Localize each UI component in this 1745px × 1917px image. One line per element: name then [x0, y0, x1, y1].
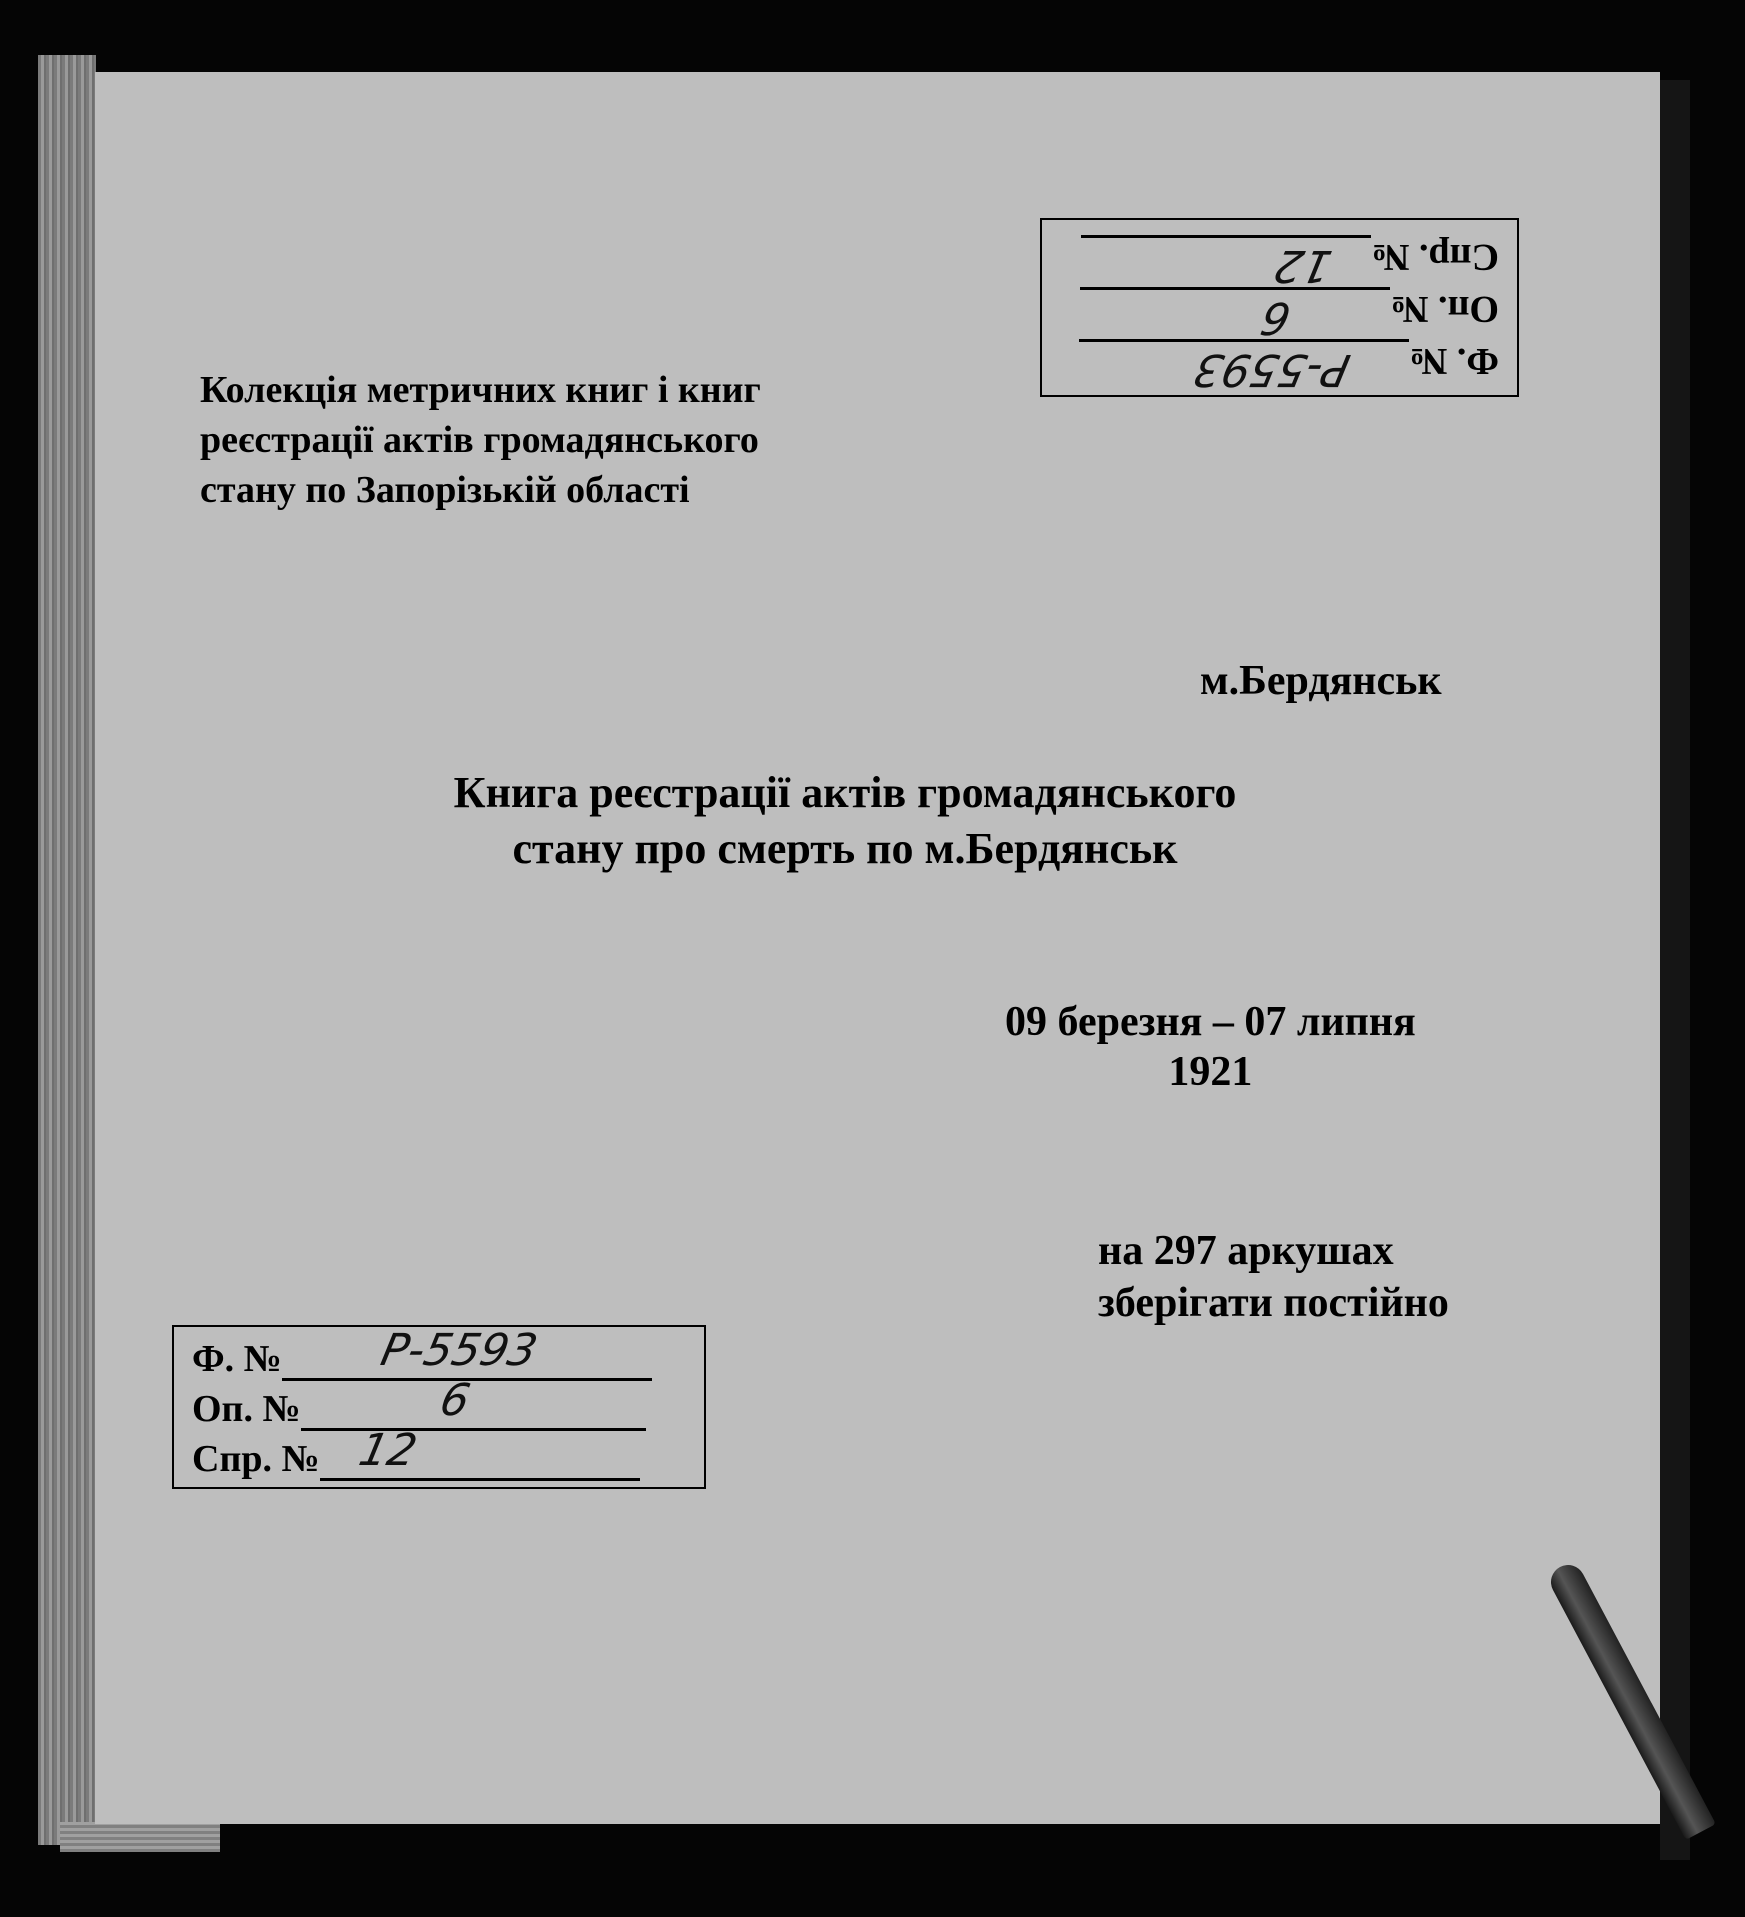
archive-stamp — [172, 1325, 706, 1489]
stamp-sprava-value: 12 — [354, 1425, 422, 1476]
stamp-flip-opys-value: 6 — [1256, 292, 1296, 343]
stamp-opys-label: Оп. № — [192, 1388, 301, 1430]
book-title-line-1: Книга реєстрації актів громадянського — [453, 768, 1237, 817]
stamp-flip-opys-line — [1080, 287, 1390, 343]
stamp-flip-opys-label: Оп. № — [1390, 288, 1499, 330]
stamp-row-fond — [192, 1325, 652, 1381]
collection-line-1: Колекція метричних книг і книг — [200, 369, 761, 411]
stamp-flip-fond-value: Р-5593 — [1189, 344, 1355, 395]
stamp-sprava-label: Спр. № — [192, 1438, 320, 1480]
stamp-flip-sprava-value: 12 — [1269, 240, 1337, 291]
storage-term: зберігати постійно — [1098, 1280, 1449, 1326]
stamp-opys-value: 6 — [435, 1375, 475, 1426]
collection-line-3: стану по Запорізькій області — [200, 469, 690, 511]
sheets-block — [1098, 1225, 1449, 1329]
stamp-flip-row-opys — [1080, 287, 1499, 343]
stamp-flip-row-sprava — [1081, 235, 1499, 291]
archive-stamp-upside-down — [1040, 218, 1519, 397]
spine-cloth-bottom — [60, 1822, 220, 1852]
stamp-flip-fond-line — [1079, 339, 1409, 395]
stamp-fond-value: Р-5593 — [376, 1325, 542, 1376]
cover-right-edge — [1660, 80, 1690, 1860]
collection-line-2: реєстрації актів громадянського — [200, 419, 759, 461]
city-name: м.Бердянськ — [1200, 658, 1442, 704]
stamp-flip-sprava-line — [1081, 235, 1371, 291]
stamp-fond-label: Ф. № — [192, 1338, 282, 1380]
date-range-block — [1005, 997, 1416, 1097]
book-title — [300, 765, 1390, 877]
stamp-row-opys — [192, 1375, 646, 1431]
stamp-sprava-line — [320, 1425, 640, 1481]
stamp-opys-line — [301, 1375, 646, 1431]
book-spine — [38, 55, 96, 1845]
date-year: 1921 — [1168, 1049, 1253, 1095]
stamp-flip-sprava-label: Спр. № — [1371, 236, 1499, 278]
date-range: 09 березня – 07 липня — [1005, 999, 1416, 1045]
book-title-line-2: стану про смерть по м.Бердянськ — [512, 824, 1178, 873]
sheet-count: на 297 аркушах — [1098, 1228, 1394, 1274]
stamp-flip-row-fond — [1079, 339, 1499, 395]
stamp-row-sprava — [192, 1425, 640, 1481]
stamp-flip-fond-label: Ф. № — [1409, 340, 1499, 382]
collection-heading — [200, 365, 761, 515]
